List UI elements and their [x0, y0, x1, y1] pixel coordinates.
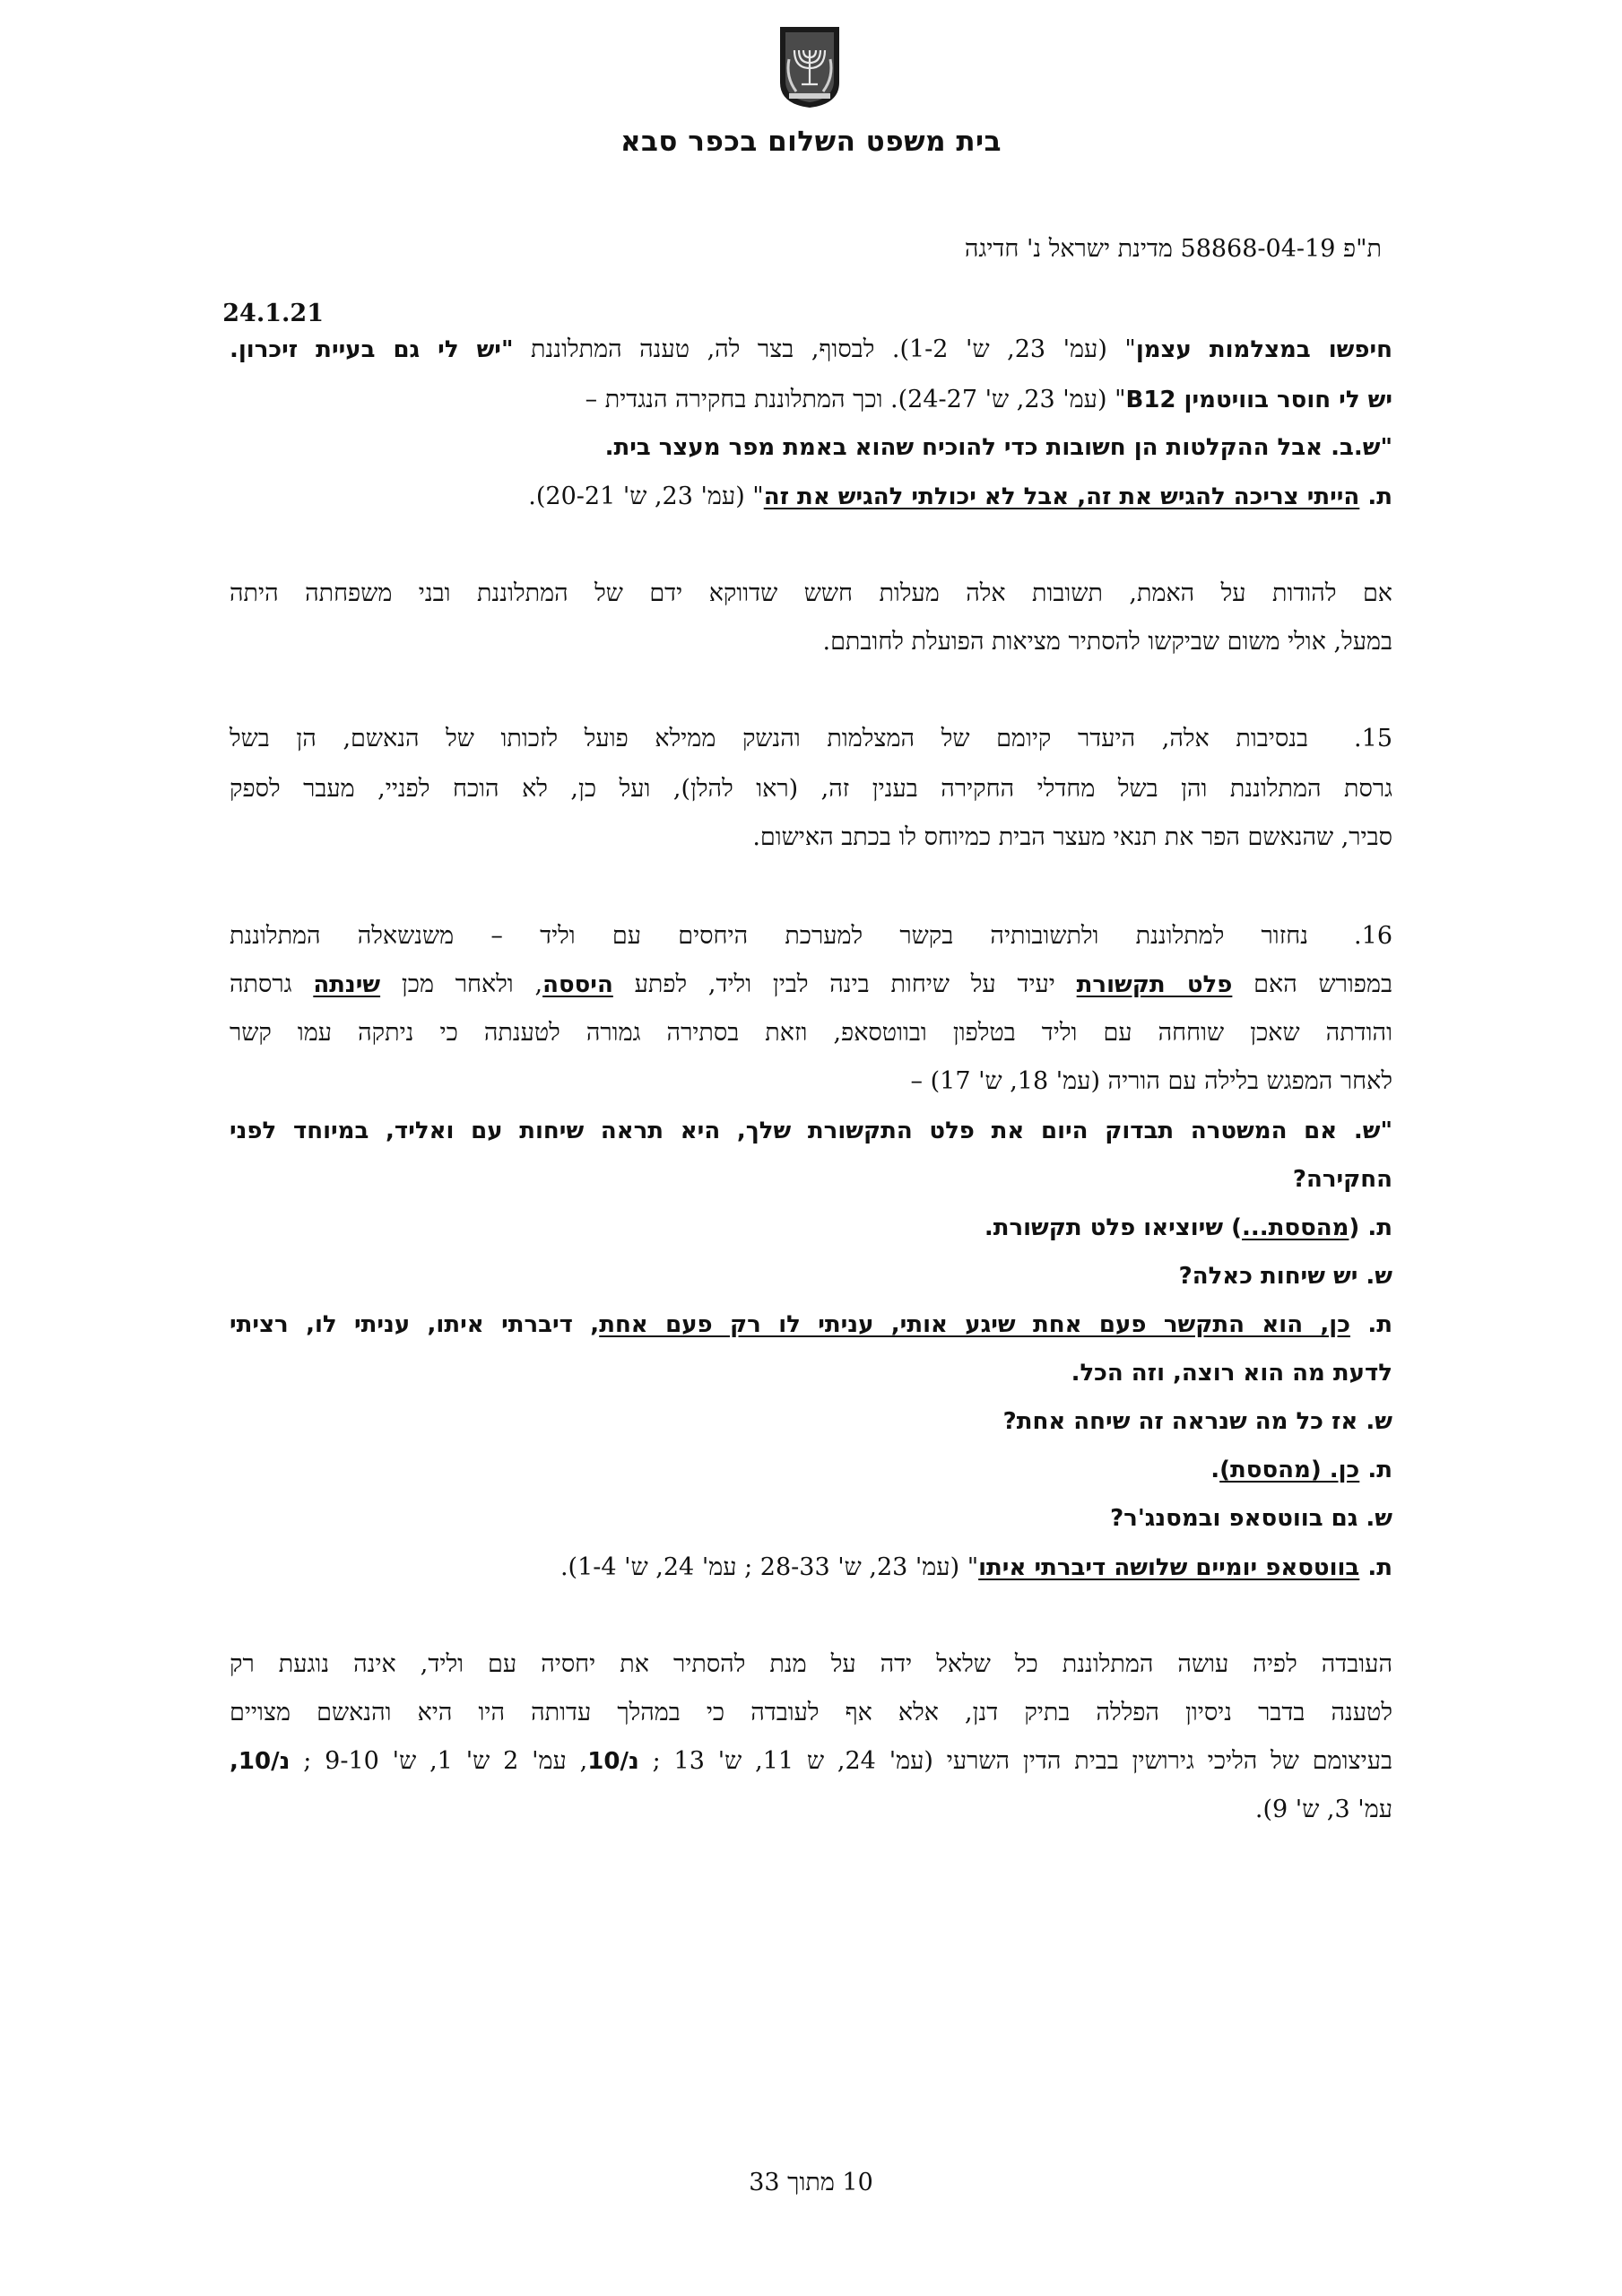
paragraph-line: גרסת המתלוננת והן בשל מחדלי החקירה בענין זה, (ראו להלן), ועל כן, לא הוכח לפניי, מעבר לספק	[230, 775, 1392, 803]
quote-answer: ת. בווטסאפ יומיים שלושה דיברתי איתו" (עמ' 23, ש' 28-33 ; עמ' 24, ש' 1-4).	[559, 1553, 1392, 1581]
quote-answer: ת. כן, הוא התקשר פעם אחת שיגע אותי, עניתי לו רק פעם אחת, דיברתי איתו, עניתי לו, רציתי	[230, 1311, 1392, 1338]
quote-question: ש. יש שיחות כאלה?	[1178, 1263, 1392, 1290]
page-number: 10 מתוך 33	[749, 2169, 873, 2196]
paragraph-line: והודתה שאכן שוחחה עם וליד בטלפון ובווטסאפ, וזאת בסתירה גמורה לטענתה כי ניתקה עמו קשר	[230, 1019, 1392, 1047]
state-emblem-icon	[776, 23, 843, 109]
session-date: 24.1.21	[222, 300, 324, 327]
paragraph-line: סביר, שהנאשם הפר את תנאי מעצר הבית כמיוחס לו בכתב האישום.	[752, 823, 1392, 851]
quote-answer: ת. הייתי צריכה להגיש את זה, אבל לא יכולתי להגיש את זה" (עמ' 23, ש' 20-21).	[528, 483, 1392, 510]
paragraph-line: במעל, אולי משום שביקשו להסתיר מציאות הפועלת לחובתם.	[822, 628, 1392, 656]
paragraph-number: 16.	[1354, 922, 1392, 950]
paragraph-line: אם להודות על האמת, תשובות אלה מעלות חשש שדווקא ידם של המתלוננת ובני משפחתה היתה	[230, 579, 1392, 607]
quote-question: ש. גם בווטסאפ ובמסנג'ר?	[1110, 1505, 1392, 1532]
case-number-line: ת"פ 58868-04-19 מדינת ישראל נ' חדיגה	[964, 235, 1382, 263]
quote-question: ש. אז כל מה שנראה זה שיחה אחת?	[1002, 1408, 1392, 1435]
quote-question: החקירה?	[1292, 1166, 1392, 1193]
paragraph-number: 15.	[1354, 725, 1392, 752]
paragraph-line: לאחר המפגש בלילה עם הוריה (עמ' 18, ש' 17) –	[910, 1067, 1392, 1095]
paragraph-line: עמ' 3, ש' 9).	[1254, 1796, 1392, 1823]
paragraph-line: נחזור למתלוננת ולתשובותיה בקשר למערכת היחסים עם וליד – משנשאלה המתלוננת	[230, 922, 1308, 950]
quote-answer: לדעת מה הוא רוצה, וזה הכל.	[1071, 1360, 1392, 1387]
paragraph-line: העובדה לפיה עושה המתלוננת כל שלאל ידה על מנת להסתיר את יחסיה עם וליד, אינה נוגעת רק	[230, 1650, 1392, 1678]
quote-answer: ת. (מהססת...) שיוציאו פלט תקשורת.	[984, 1214, 1392, 1241]
quote-question: "ש. אם המשטרה תבדוק היום את פלט התקשורת שלך, היא תראה שיחות עם ואליד, במיוחד לפני	[230, 1118, 1392, 1144]
paragraph-line: לטענה בדבר ניסיון הפללה בתיק דנן, אלא אף לעובדה כי במהלך עדותה היו היא והנאשם מצויים	[230, 1699, 1392, 1726]
paragraph-line: בעיצומם של הליכי גירושין בבית הדין השרעי (עמ' 24, ש 11, ש' 13 ; נ/10, עמ' 2 ש' 1, ש' 9-10 ; נ/10,	[230, 1747, 1392, 1775]
court-name: בית משפט השלום בכפר סבא	[620, 126, 1002, 158]
quote-line: חיפשו במצלמות עצמן" (עמ' 23, ש' 1-2). לבסוף, בצר לה, טענה המתלוננת "יש לי גם בעיית זיכרון.	[230, 335, 1392, 363]
paragraph-line: בנסיבות אלה, היעדר קיומם של המצלמות והנשק ממילא פועל לזכותו של הנאשם, הן בשל	[230, 725, 1308, 752]
paragraph-line: במפורש האם פלט תקשורת יעיד על שיחות בינה לבין וליד, לפתע היססה, ולאחר מכן שינתה גרסתה	[230, 970, 1392, 998]
quote-answer: ת. כן. (מהססת).	[1210, 1457, 1392, 1483]
quote-line: יש לי חוסר בוויטמין B12" (עמ' 23, ש' 24-27). וכך המתלוננת בחקירה הנגדית –	[585, 386, 1392, 413]
quote-question: "ש.ב. אבל ההקלטות הן חשובות כדי להוכיח שהוא באמת מפר מעצר בית.	[604, 434, 1392, 461]
